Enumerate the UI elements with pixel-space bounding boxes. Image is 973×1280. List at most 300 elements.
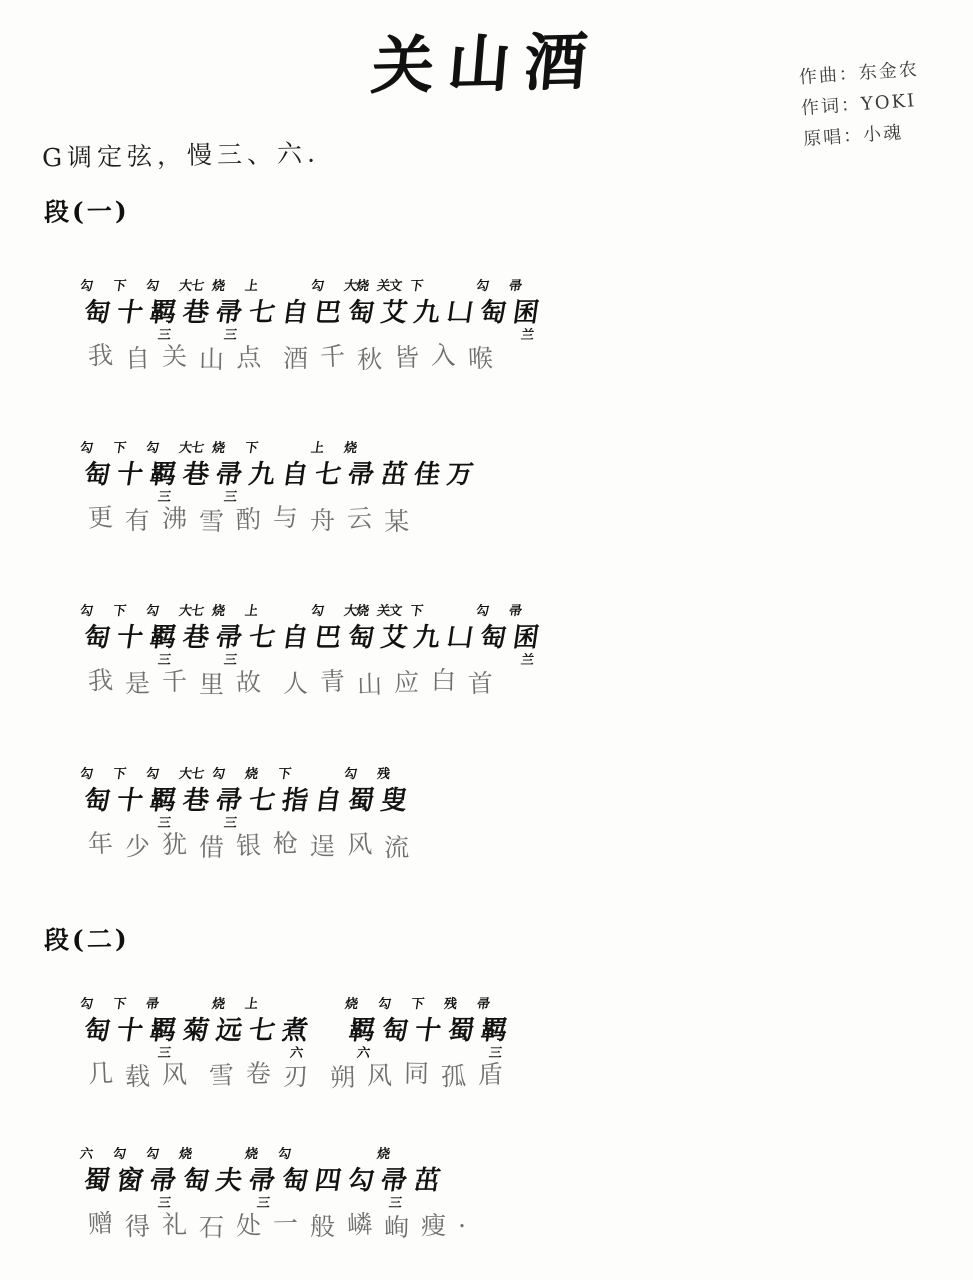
tab-glyph-string-number: 三	[156, 490, 173, 505]
tab-glyph-string-number: 三	[156, 1046, 173, 1061]
credit-composer: 作曲：东金农	[798, 58, 920, 89]
tab-glyph-technique: 大七	[177, 767, 205, 782]
tab-glyph-body: 茁	[379, 460, 409, 490]
tab-glyph	[211, 604, 244, 668]
tab-glyph-body: 蜀	[346, 786, 376, 816]
lyric-character: 与	[272, 502, 301, 533]
tab-glyph	[475, 604, 508, 653]
lyric-character: 枪	[272, 828, 301, 859]
tab-glyph-technique: 下	[111, 767, 127, 782]
lyric-row	[70, 826, 910, 862]
tab-glyph	[445, 460, 475, 490]
tab-glyph-body: 囷	[511, 623, 541, 653]
lyric-character: 喉	[467, 343, 496, 374]
tab-glyph-body: 九	[412, 623, 442, 653]
lyric-character: 雪	[208, 1060, 237, 1091]
tab-glyph-technique: 烧	[344, 997, 359, 1012]
tab-glyph-body: 匋	[81, 623, 112, 653]
tab-glyph-body: 万	[445, 460, 475, 490]
tab-glyph-technique: 下	[409, 604, 424, 619]
lyric-character: 舟	[310, 505, 338, 536]
tab-glyph-string-number: 三	[223, 653, 239, 668]
music-system-2	[70, 412, 910, 536]
page-title: 关山酒	[368, 24, 604, 103]
tab-glyph-body: 十	[114, 298, 145, 328]
tab-glyph	[211, 441, 244, 505]
tab-glyph-body: 菊	[180, 1016, 211, 1046]
lyric-character: 逞	[310, 831, 338, 862]
tab-glyph-body: 凵	[445, 298, 475, 328]
tab-glyph	[376, 1147, 409, 1211]
tab-glyph	[279, 623, 310, 653]
tab-glyph	[346, 1166, 376, 1196]
tablature-row	[70, 968, 910, 1061]
lyric-character: 里	[198, 669, 227, 700]
tab-glyph	[177, 1147, 211, 1196]
lyric-character: 少	[124, 831, 153, 862]
tab-glyph-body: 羁	[147, 786, 178, 816]
tab-glyph	[409, 604, 442, 653]
tab-glyph-technique: 勾	[475, 279, 490, 294]
tab-glyph	[144, 767, 178, 831]
tab-glyph-body: 帚	[346, 460, 376, 490]
tab-glyph-technique: 上	[244, 279, 259, 294]
tab-glyph-technique: 勾	[111, 1147, 127, 1162]
tab-glyph-body: 匋	[81, 298, 112, 328]
tab-glyph	[144, 1147, 178, 1211]
tab-glyph-body: 帚	[213, 298, 244, 328]
tab-glyph-technique: 关文	[376, 604, 403, 619]
tab-glyph-technique: 大七	[177, 279, 205, 294]
lyric-character: 赠	[87, 1208, 116, 1239]
credit-original-singer: 原唱：小魂	[802, 122, 904, 151]
tab-glyph	[177, 767, 211, 816]
tab-glyph-technique: 勾	[144, 767, 160, 782]
lyric-character: 是	[124, 668, 153, 699]
tab-glyph-technique: 勾	[211, 767, 226, 782]
tab-glyph	[144, 997, 178, 1061]
tab-glyph-body: 十	[114, 623, 145, 653]
tab-glyph-technique: 六	[78, 1147, 94, 1162]
lyric-character: 某	[383, 506, 412, 537]
tab-glyph-body: 囷	[511, 298, 541, 328]
tab-glyph-body: 匋	[380, 1016, 410, 1046]
tab-glyph-body: 匋	[346, 298, 376, 328]
section-heading-2: 段(二)	[43, 924, 130, 955]
tab-glyph-body: 匋	[180, 1166, 211, 1196]
tab-glyph	[343, 441, 376, 490]
tablature-row	[70, 1118, 910, 1211]
tab-glyph-technique: 勾	[377, 997, 392, 1012]
tab-glyph-technique: 帚	[508, 604, 523, 619]
lyric-character: 般	[310, 1211, 338, 1242]
lyric-row	[70, 338, 910, 374]
tab-glyph-technique: 勾	[144, 441, 160, 456]
lyric-character: 有	[124, 505, 153, 536]
tab-glyph	[377, 997, 410, 1046]
tab-glyph-technique: 勾	[78, 767, 94, 782]
lyric-character: 犹	[161, 829, 190, 860]
tab-glyph-body: 艾	[379, 298, 409, 328]
tab-glyph-body: 七	[246, 298, 277, 328]
tab-glyph	[376, 767, 409, 816]
tab-glyph-string-number: 六	[356, 1046, 372, 1061]
tab-glyph-body: 羁	[147, 298, 178, 328]
tab-glyph-body: 勾	[346, 1166, 376, 1196]
tab-glyph-body: 茁	[412, 1166, 442, 1196]
tab-glyph	[213, 1166, 244, 1196]
tab-glyph-string-number: 三	[256, 1196, 272, 1211]
tab-glyph-technique: 勾	[78, 279, 94, 294]
tab-glyph-body: 蜀	[81, 1166, 112, 1196]
lyric-row	[70, 663, 910, 699]
lyric-character: 刃	[283, 1061, 311, 1092]
tab-glyph-body: 远	[213, 1016, 244, 1046]
tab-glyph-technique: 烧	[211, 441, 226, 456]
tab-glyph	[508, 604, 541, 668]
tab-glyph-technique: 烧	[376, 1147, 391, 1162]
lyric-character: 石	[198, 1212, 227, 1243]
lyric-character: 风	[161, 1059, 190, 1090]
tab-glyph-body: 巷	[180, 623, 211, 653]
lyric-character: 孤	[440, 1061, 469, 1092]
lyric-character: 瘦	[421, 1210, 449, 1241]
tab-glyph-technique: 烧	[211, 604, 226, 619]
tab-glyph	[180, 1016, 211, 1046]
lyric-character: .	[458, 1203, 469, 1234]
lyric-character: 一	[272, 1208, 301, 1239]
tab-glyph-technique: 下	[410, 997, 425, 1012]
tab-glyph	[279, 1016, 310, 1061]
tab-glyph	[443, 997, 476, 1046]
music-system-5	[70, 968, 910, 1092]
tab-glyph-technique: 帚	[144, 997, 160, 1012]
tab-glyph-body: 佳	[412, 460, 442, 490]
tab-glyph	[445, 623, 475, 653]
tab-glyph	[476, 997, 509, 1061]
tab-glyph	[211, 997, 244, 1046]
tab-glyph-body: 匋	[81, 460, 112, 490]
tab-glyph-technique: 勾	[78, 441, 94, 456]
lyric-character: 酒	[283, 343, 311, 374]
tab-glyph-technique: 下	[111, 997, 127, 1012]
tab-glyph-body: 艾	[379, 623, 409, 653]
lyric-character: 处	[235, 1210, 264, 1241]
tab-glyph	[244, 1147, 277, 1211]
tab-glyph	[244, 997, 277, 1046]
key-and-tuning-line: G调定弦，慢三、六.	[41, 138, 321, 173]
tab-glyph-body: 巷	[180, 298, 211, 328]
tab-glyph-technique: 上	[244, 997, 259, 1012]
lyric-character: 入	[430, 340, 459, 371]
tab-glyph	[144, 279, 178, 343]
tab-glyph-string-number: 三	[156, 1196, 173, 1211]
tab-glyph-technique: 帚	[476, 997, 491, 1012]
tab-glyph-body: 夫	[213, 1166, 244, 1196]
tab-glyph	[376, 279, 409, 328]
lyric-character: 云	[346, 503, 375, 534]
tab-glyph-body: 帚	[213, 623, 244, 653]
tablature-row	[70, 250, 910, 343]
tab-glyph	[111, 997, 145, 1046]
tab-glyph-body: 匋	[346, 623, 376, 653]
lyric-character: 卷	[245, 1058, 274, 1089]
tab-glyph-technique: 下	[111, 604, 127, 619]
tab-glyph	[78, 441, 112, 490]
tab-glyph-technique: 勾	[144, 604, 160, 619]
tab-glyph-body: 十	[413, 1016, 443, 1046]
tab-glyph	[313, 786, 343, 816]
lyric-character: 年	[87, 828, 116, 859]
lyric-character: 盾	[477, 1059, 506, 1090]
tab-glyph-body: 匋	[478, 298, 508, 328]
tab-glyph-technique: 下	[111, 279, 127, 294]
lyric-character: 我	[87, 665, 116, 696]
tab-glyph-body: 巴	[313, 298, 343, 328]
lyric-character: 首	[467, 668, 496, 699]
lyric-character: 酌	[235, 504, 264, 535]
tab-glyph	[177, 604, 211, 653]
tab-glyph-technique: 下	[277, 767, 292, 782]
tab-glyph-body: 九	[412, 298, 442, 328]
lyric-character: 千	[161, 666, 190, 697]
lyric-character: 山	[356, 669, 385, 700]
lyric-row	[70, 500, 910, 536]
tab-glyph	[111, 604, 145, 653]
tab-glyph	[409, 279, 442, 328]
tab-glyph-technique: 上	[244, 604, 259, 619]
tab-glyph	[343, 279, 376, 328]
tab-glyph-technique: 关文	[376, 279, 403, 294]
tab-glyph	[177, 279, 211, 328]
lyric-character: 银	[235, 830, 264, 861]
tab-glyph-body: 煮	[279, 1016, 310, 1046]
music-system-6	[70, 1118, 910, 1242]
tab-glyph-body: 蜀	[446, 1016, 476, 1046]
tab-glyph	[279, 460, 310, 490]
tab-glyph	[211, 767, 244, 831]
tab-glyph-body: 巴	[313, 623, 343, 653]
tab-glyph-technique: 帚	[508, 279, 523, 294]
tab-glyph-technique: 勾	[343, 767, 358, 782]
tab-glyph	[379, 460, 409, 490]
tab-glyph-body: 帚	[213, 786, 244, 816]
lyric-character: 我	[87, 340, 116, 371]
tab-glyph-body: 帚	[379, 1166, 409, 1196]
tab-glyph-string-number: 三	[388, 1196, 404, 1211]
lyric-character: 更	[87, 502, 116, 533]
lyric-character: 嶙	[346, 1209, 375, 1240]
tab-glyph-technique: 勾	[277, 1147, 292, 1162]
tab-glyph-technique: 烧	[244, 1147, 259, 1162]
tab-glyph-technique: 烧	[211, 279, 226, 294]
tab-glyph	[344, 997, 377, 1061]
tab-glyph-body: 七	[246, 623, 277, 653]
tab-glyph-technique: 下	[244, 441, 259, 456]
tab-glyph	[343, 767, 376, 816]
lyric-row	[70, 1203, 910, 1243]
tab-glyph	[412, 1166, 442, 1196]
tab-glyph	[111, 767, 145, 816]
tab-glyph	[244, 441, 277, 490]
tab-glyph	[445, 298, 475, 328]
tab-glyph-string-number: 三	[156, 816, 173, 831]
tab-glyph	[144, 604, 178, 668]
tab-glyph-body: 七	[246, 1016, 277, 1046]
lyric-character: 点	[235, 342, 264, 373]
tab-glyph-technique: 下	[111, 441, 127, 456]
tab-glyph-body: 匋	[81, 786, 112, 816]
tab-glyph-string-number: 兰	[520, 653, 536, 668]
tab-glyph-body: 指	[279, 786, 310, 816]
tab-glyph-body: 窗	[114, 1166, 145, 1196]
lyric-character: 皆	[394, 342, 422, 373]
tab-glyph	[244, 279, 277, 328]
tablature-row	[70, 738, 910, 831]
tab-glyph	[78, 279, 112, 328]
tab-glyph	[475, 279, 508, 328]
tab-glyph-string-number: 三	[488, 1046, 504, 1061]
tab-glyph	[111, 279, 145, 328]
tab-glyph-body: 帚	[246, 1166, 277, 1196]
tablature-row	[70, 412, 910, 505]
tab-glyph	[111, 441, 145, 490]
tab-glyph	[410, 997, 443, 1046]
tab-glyph-body: 羁	[147, 623, 178, 653]
tab-glyph-body: 匋	[81, 1016, 112, 1046]
tab-glyph-body: 自	[279, 623, 310, 653]
tab-glyph-technique: 大烧	[343, 604, 370, 619]
tab-glyph-technique: 烧	[177, 1147, 193, 1162]
tab-glyph-body: 十	[114, 460, 145, 490]
tab-glyph-string-number: 三	[156, 653, 173, 668]
tab-glyph	[277, 1147, 310, 1196]
tab-glyph	[177, 441, 211, 490]
tab-glyph	[412, 460, 442, 490]
lyric-character: 得	[124, 1211, 153, 1242]
lyric-character: 载	[124, 1061, 153, 1092]
tab-glyph-body: 羁	[347, 1016, 377, 1046]
music-system-1	[70, 250, 910, 374]
lyric-character: 千	[319, 341, 348, 372]
lyric-character: 关	[161, 341, 190, 372]
tab-glyph-technique: 勾	[475, 604, 490, 619]
music-system-4	[70, 738, 910, 862]
tab-glyph-string-number: 三	[223, 816, 239, 831]
tab-glyph	[144, 441, 178, 505]
tab-glyph-body: 匋	[478, 623, 508, 653]
tab-glyph-string-number: 六	[289, 1046, 305, 1061]
lyric-character: 风	[346, 829, 375, 860]
lyric-character: 风	[367, 1060, 395, 1091]
tab-glyph-body: 凵	[445, 623, 475, 653]
tab-glyph-body: 自	[279, 460, 310, 490]
lyric-character: 山	[198, 344, 227, 375]
lyric-character: 借	[198, 832, 227, 863]
tab-glyph-technique: 大七	[177, 441, 205, 456]
tab-glyph	[211, 279, 244, 343]
tab-glyph-technique: 勾	[78, 997, 94, 1012]
tab-glyph-string-number: 兰	[520, 328, 536, 343]
tab-glyph-technique: 烧	[244, 767, 259, 782]
credits-block	[798, 54, 924, 155]
tab-glyph-body: 巷	[180, 460, 211, 490]
tab-glyph	[111, 1147, 145, 1196]
tab-glyph-technique: 下	[409, 279, 424, 294]
lyric-character: 朔	[329, 1062, 358, 1093]
tab-glyph	[310, 441, 343, 490]
tab-glyph	[310, 279, 343, 328]
tab-glyph-technique: 残	[376, 767, 391, 782]
tab-glyph	[78, 997, 112, 1046]
tab-glyph	[310, 604, 343, 653]
tab-glyph-technique: 勾	[144, 1147, 160, 1162]
lyric-character: 自	[124, 343, 153, 374]
lyric-character: 青	[319, 666, 348, 697]
lyric-character: 流	[383, 832, 412, 863]
lyric-character: 白	[430, 665, 459, 696]
tab-glyph	[376, 604, 409, 653]
tab-glyph-technique: 烧	[343, 441, 358, 456]
tablature-row	[70, 575, 910, 668]
tab-glyph-body: 十	[114, 786, 145, 816]
tab-glyph-body: 自	[279, 298, 310, 328]
lyric-character: 秋	[356, 344, 385, 375]
tab-glyph-body: 羁	[147, 1016, 178, 1046]
tab-glyph-technique: 烧	[211, 997, 226, 1012]
lyric-character: 应	[394, 667, 422, 698]
lyric-character: 几	[87, 1058, 116, 1089]
lyric-character: 故	[235, 667, 264, 698]
lyric-character: 同	[403, 1058, 432, 1089]
tab-glyph-technique: 上	[310, 441, 325, 456]
tab-glyph-body: 自	[313, 786, 343, 816]
tab-glyph-technique: 勾	[310, 604, 325, 619]
credit-lyricist: 作词：YOKI	[800, 90, 917, 120]
section-heading-1: 段(一)	[43, 196, 130, 227]
tab-glyph	[244, 767, 277, 816]
lyric-character: 雪	[198, 506, 227, 537]
lyric-character: 礼	[161, 1209, 190, 1240]
tab-glyph	[277, 767, 310, 816]
lyric-character: 峋	[383, 1212, 412, 1243]
lyric-character: 沸	[161, 503, 190, 534]
tab-glyph-body: 七	[313, 460, 343, 490]
tab-glyph-technique: 大烧	[343, 279, 370, 294]
tab-glyph-body: 帚	[213, 460, 244, 490]
tab-glyph-string-number: 三	[223, 490, 239, 505]
tab-glyph-string-number: 三	[223, 328, 239, 343]
tab-glyph-body: 羁	[479, 1016, 509, 1046]
lyric-row	[70, 1056, 910, 1092]
tab-glyph	[508, 279, 541, 343]
tab-glyph	[313, 1166, 343, 1196]
tab-glyph-body: 叟	[379, 786, 409, 816]
tab-glyph-body: 七	[246, 786, 277, 816]
tab-glyph-body: 四	[313, 1166, 343, 1196]
tab-glyph	[244, 604, 277, 653]
tab-glyph-technique: 勾	[144, 279, 160, 294]
tab-glyph-body: 巷	[180, 786, 211, 816]
tab-glyph-technique: 勾	[78, 604, 94, 619]
tab-glyph	[78, 767, 112, 816]
tab-glyph	[78, 604, 112, 653]
tab-glyph-body: 帚	[147, 1166, 178, 1196]
tab-glyph-technique: 残	[443, 997, 458, 1012]
music-system-3	[70, 575, 910, 699]
tab-glyph	[279, 298, 310, 328]
tab-glyph-string-number: 三	[156, 328, 173, 343]
